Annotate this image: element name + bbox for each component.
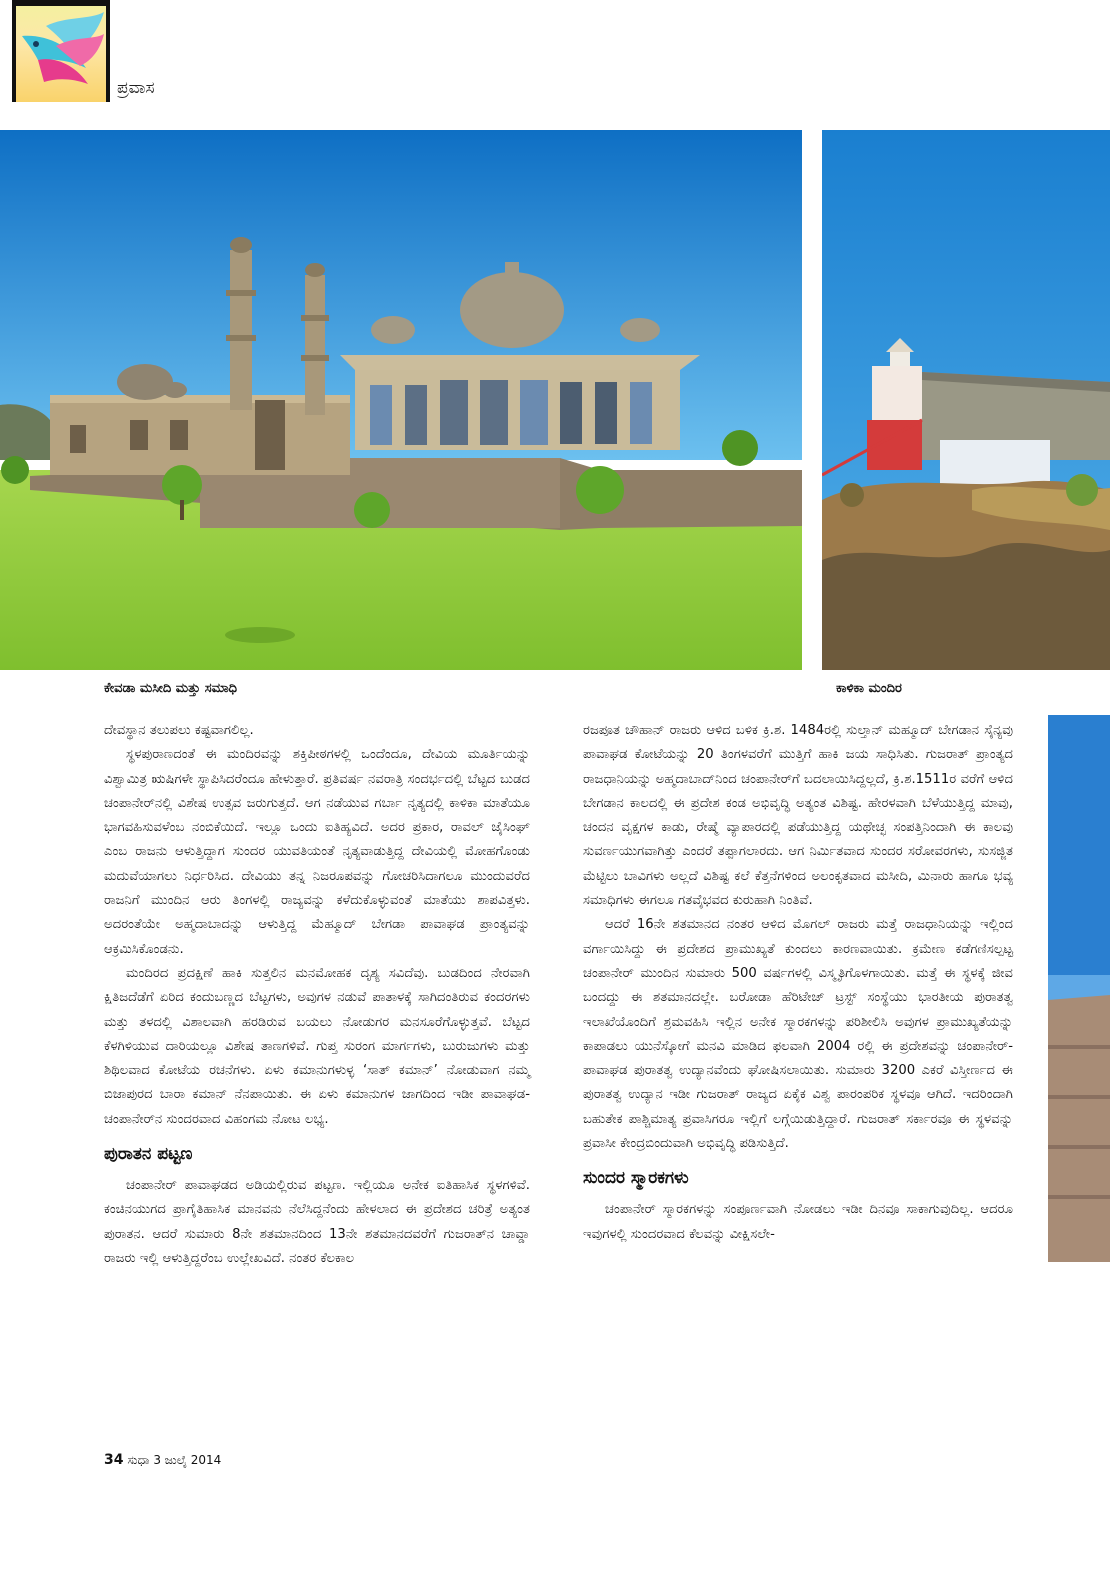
kalika-temple-photo xyxy=(822,130,1110,670)
article-column-right xyxy=(583,719,1013,1247)
article-paragraph: ದೇವಸ್ಥಾನ ತಲುಪಲು ಕಷ್ಟವಾಗಲಿಲ್ಲ. xyxy=(104,723,254,738)
article-paragraph: ಆದರೆ 16ನೇ ಶತಮಾನದ ನಂತರ ಆಳಿದ ಮೊಗಲ್ ರಾಜರು ಮತ್ತೆ ರಾಜಧಾನಿಯನ್ನು ಇಲ್ಲಿಂದ ವರ್ಗಾಯಿಸಿದ್ದು ಈ ಪ್ರದೇಶದ ಪ್ರಾಮುಖ್ಯತೆ ಕುಂದಲು ಕಾರಣವಾಯಿತು. ಕ್ರಮೇಣ ಕಡೆಗಣಿಸಲ್ಪಟ್ಟ ಚಂಪಾನೇರ್ ಮುಂದಿನ ಸುಮಾರು 500 ವರ್ಷಗಳಲ್ಲಿ ವಿಸ್ಮೃತಿಗೊಳಗಾಯಿತು. ಮತ್ತೆ ಈ ಸ್ಥಳಕ್ಕೆ ಜೀವ ಬಂದದ್ದು ಈ ಶತಮಾನದಲ್ಲೇ. ಬರೋಡಾ ಹೆರಿಟೇಜ್ ಟ್ರಸ್ಟ್ ಸಂಸ್ಥೆಯು ಭಾರತೀಯ ಪುರಾತತ್ವ ಇಲಾಖೆಯೊಂದಿಗೆ ಶ್ರಮವಹಿಸಿ ಇಲ್ಲಿನ ಅನೇಕ ಸ್ಮಾರಕಗಳನ್ನು ಪರಿಶೀಲಿಸಿ ಅವುಗಳ ಪ್ರಾಮುಖ್ಯತೆಯನ್ನು ಕಾಪಾಡಲು ಯುನೆಸ್ಕೋಗೆ ಮನವಿ ಮಾಡಿದ ಫಲವಾಗಿ 2004 ರಲ್ಲಿ ಈ ಪ್ರದೇಶವನ್ನು ಚಂಪಾನೇರ್- ಪಾವಾಘಡ ಪುರಾತತ್ವ ಉದ್ಯಾನವೆಂದು ಘೋಷಿಸಲಾಯಿತು. ಸುಮಾರು 3200 ಎಕರೆ ವಿಸ್ತೀರ್ಣದ ಈ ಪುರಾತತ್ವ ಉದ್ಯಾನ ಇಡೀ ಗುಜರಾತ್ ರಾಜ್ಯದ ಏಕೈಕ ವಿಶ್ವ ಪಾರಂಪರಿಕ ಸ್ಥಳವೂ ಆಗಿದೆ. ಇದರಿಂದಾಗಿ ಬಹುತೇಕ ಪಾಶ್ಚಿಮಾತ್ಯ ಪ್ರವಾಸಿಗರೂ ಇಲ್ಲಿಗೆ ಲಗ್ಗೆಯಿಡುತ್ತಿದ್ದಾರೆ. ಗುಜರಾತ್ ಸರ್ಕಾರವೂ ಈ ಸ್ಥಳವನ್ನು ಪ್ರವಾಸೀ ಕೇಂದ್ರಬಿಂದುವಾಗಿ ಅಭಿವೃದ್ಧಿ ಪಡಿಸುತ್ತಿದೆ. xyxy=(583,917,1013,1152)
issue-date: 3 ಜುಲೈ 2014 xyxy=(153,1453,222,1467)
main-photo-caption: ಕೇವಡಾ ಮಸೀದಿ ಮತ್ತು ಸಮಾಧಿ xyxy=(104,681,238,696)
article-paragraph: ಚಂಪಾನೇರ್ ಸ್ಮಾರಕಗಳನ್ನು ಸಂಪೂರ್ಣವಾಗಿ ನೋಡಲು ಇಡೀ ದಿನವೂ ಸಾಕಾಗುವುದಿಲ್ಲ. ಆದರೂ ಇವುಗಳಲ್ಲಿ ಸುಂದರವಾದ ಕೆಲವನ್ನು ವೀಕ್ಷಿಸಲೇ- xyxy=(583,1202,1013,1242)
article-paragraph: ರಜಪೂತ ಚೌಹಾನ್ ರಾಜರು ಆಳಿದ ಬಳಿಕ ಕ್ರಿ.ಶ. 1484ರಲ್ಲಿ ಸುಲ್ತಾನ್ ಮಹ್ಮೂದ್ ಬೇಗಡಾನ ಸೈನ್ಯವು ಪಾವಾಘಡ ಕೋಟೆಯನ್ನು 20 ತಿಂಗಳವರೆಗೆ ಮುತ್ತಿಗೆ ಹಾಕಿ ಜಯ ಸಾಧಿಸಿತು. ಗುಜರಾತ್ ಪ್ರಾಂತ್ಯದ ರಾಜಧಾನಿಯನ್ನು ಅಹ್ಮದಾಬಾದ್‌ನಿಂದ ಚಂಪಾನೇರ್‌ಗೆ ಬದಲಾಯಿಸಿದ್ದಲ್ಲದೆ, ಕ್ರಿ.ಶ.1511ರ ವರೆಗೆ ಆಳಿದ ಬೇಗಡಾನ ಕಾಲದಲ್ಲಿ ಈ ಪ್ರದೇಶ ಕಂಡ ಅಭಿವೃದ್ಧಿ ಅತ್ಯಂತ ವಿಶಿಷ್ಟ. ಹೇರಳವಾಗಿ ಬೆಳೆಯುತ್ತಿದ್ದ ಮಾವು, ಚಂದನ ವೃಕ್ಷಗಳ ಕಾಡು, ರೇಷ್ಮೆ ವ್ಯಾಪಾರದಲ್ಲಿ ಪಡೆಯುತ್ತಿದ್ದ ಯಥೇಚ್ಛ ಸಂಪತ್ತಿನಿಂದಾಗಿ ಈ ಕಾಲವು ಸುವರ್ಣಯುಗವಾಗಿತ್ತು ಎಂದರೆ ತಪ್ಪಾಗಲಾರದು. ಆಗ ನಿರ್ಮಿತವಾದ ಸುಂದರ ಸರೋವರಗಳು, ಸುಸಜ್ಜಿತ ಮೆಟ್ಟಿಲು ಬಾವಿಗಳು ಅಲ್ಲದೆ ವಿಶಿಷ್ಟ ಕಲೆ ಕೆತ್ತನೆಗಳಿಂದ ಅಲಂಕೃತವಾದ ಮಸೀದಿ, ಮಿನಾರು ಹಾಗೂ ಭವ್ಯ ಸಮಾಧಿಗಳು ಈಗಲೂ ಗತವೈಭವದ ಕುರುಹಾಗಿ ನಿಂತಿವೆ. xyxy=(583,723,1013,909)
page-footer xyxy=(104,1452,221,1468)
bird-logo-icon xyxy=(16,6,106,102)
section-heading: ಸುಂದರ ಸ್ಮಾರಕಗಳು xyxy=(583,1168,689,1189)
page-number: 34 xyxy=(104,1452,124,1468)
section-heading: ಪುರಾತನ ಪಟ್ಟಣ xyxy=(104,1144,193,1165)
article-paragraph: ಮಂದಿರದ ಪ್ರದಕ್ಷಿಣೆ ಹಾಕಿ ಸುತ್ತಲಿನ ಮನಮೋಹಕ ದೃಶ್ಯ ಸವಿದೆವು. ಬುಡದಿಂದ ನೇರವಾಗಿ ಕ್ಷಿತಿಜದೆಡೆಗೆ ಏರಿದ ಕಂದುಬಣ್ಣದ ಬೆಟ್ಟಗಳು, ಅವುಗಳ ನಡುವೆ ಪಾತಾಳಕ್ಕೆ ಸಾಗಿದಂತಿರುವ ಕಂದರಗಳು ಮತ್ತು ತಳದಲ್ಲಿ ವಿಶಾಲವಾಗಿ ಹರಡಿರುವ ಬಯಲು ನೋಡುಗರ ಮನಸೂರೆಗೊಳ್ಳುತ್ತವೆ. ಬೆಟ್ಟದ ಕೆಳಗಿಳಿಯುವ ದಾರಿಯಲ್ಲೂ ವಿಶೇಷ ತಾಣಗಳಿವೆ. ಗುಪ್ತ ಸುರಂಗ ಮಾರ್ಗಗಳು, ಬುರುಜುಗಳು ಮತ್ತು ಶಿಥಿಲವಾದ ಕೋಟೆಯ ರಚನೆಗಳು. ಏಳು ಕಮಾನುಗಳುಳ್ಳ ‘ಸಾತ್ ಕಮಾನ್’ ನೋಡುವಾಗ ನಮ್ಮ ಬಿಜಾಪುರದ ಬಾರಾ ಕಮಾನ್ ನೆನಪಾಯಿತು. ಈ ಏಳು ಕಮಾನುಗಳ ಜಾಗದಿಂದ ಇಡೀ ಪಾವಾಘಡ-ಚಂಪಾನೇರ್‌ನ ಸುಂದರವಾದ ವಿಹಂಗಮ ನೋಟ ಲಭ್ಯ. xyxy=(104,965,530,1127)
article-paragraph: ಚಂಪಾನೇರ್ ಪಾವಾಘಡದ ಅಡಿಯಲ್ಲಿರುವ ಪಟ್ಟಣ. ಇಲ್ಲಿಯೂ ಅನೇಕ ಐತಿಹಾಸಿಕ ಸ್ಥಳಗಳಿವೆ. ಕಂಚಿನಯುಗದ ಪ್ರಾಗೈತಿಹಾಸಿಕ ಮಾನವನು ನೆಲೆಸಿದ್ದನೆಂದು ಹೇಳಲಾದ ಈ ಪ್ರದೇಶದ ಚರಿತ್ರೆ ಅತ್ಯಂತ ಪುರಾತನ. ಆದರೆ ಸುಮಾರು 8ನೇ ಶತಮಾನದಿಂದ 13ನೇ ಶತಮಾನದವರೆಗೆ ಗುಜರಾತ್‌ನ ಚಾವ್ಡಾ ರಾಜರು ಇಲ್ಲಿ ಆಳುತ್ತಿದ್ದರೆಂಬ ಉಲ್ಲೇಖವಿದೆ. ನಂತರ ಕೆಲಕಾಲ xyxy=(104,1178,530,1266)
magazine-logo xyxy=(12,0,110,102)
section-tag: ಪ್ರವಾಸ xyxy=(117,78,155,98)
article-paragraph: ಸ್ಥಳಪುರಾಣದಂತೆ ಈ ಮಂದಿರವನ್ನು ಶಕ್ತಿಪೀಠಗಳಲ್ಲಿ ಒಂದೆಂದೂ, ದೇವಿಯ ಮೂರ್ತಿಯನ್ನು ವಿಶ್ವಾಮಿತ್ರ ಋಷಿಗಳೇ ಸ್ಥಾಪಿಸಿದರೆಂದೂ ಹೇಳುತ್ತಾರೆ. ಪ್ರತಿವರ್ಷ ನವರಾತ್ರಿ ಸಂದರ್ಭದಲ್ಲಿ ಬೆಟ್ಟದ ಬುಡದ ಚಂಪಾನೇರ್‌ನಲ್ಲಿ ವಿಶೇಷ ಉತ್ಸವ ಜರುಗುತ್ತದೆ. ಆಗ ನಡೆಯುವ ಗರ್ಬಾ ನೃತ್ಯದಲ್ಲಿ ಕಾಳಿಕಾ ಮಾತೆಯೂ ಭಾಗವಹಿಸುವಳೆಂಬ ನಂಬಿಕೆಯಿದೆ. ಇಲ್ಲೂ ಒಂದು ಐತಿಹ್ಯವಿದೆ. ಅದರ ಪ್ರಕಾರ, ರಾವಲ್ ಜೈಸಿಂಘ್ ಎಂಬ ರಾಜನು ಆಳುತ್ತಿದ್ದಾಗ ಸುಂದರ ಯುವತಿಯಂತೆ ನೃತ್ಯವಾಡುತ್ತಿದ್ದ ದೇವಿಯಲ್ಲಿ ಮೋಹಗೊಂಡು ಮದುವೆಯಾಗಲು ನಿರ್ಧರಿಸಿದ. ದೇವಿಯು ತನ್ನ ನಿಜರೂಪವನ್ನು ಗೋಚರಿಸಿದಾಗಲೂ ಮುಂದುವರೆದ ರಾಜನಿಗೆ ಮುಂದಿನ ಆರು ತಿಂಗಳಲ್ಲಿ ರಾಜ್ಯವನ್ನು ಕಳೆದುಕೊಳ್ಳುವಂತೆ ಮಾತೆಯು ಶಾಪವಿತ್ತಳು. ಅದರಂತೆಯೇ ಅಹ್ಮದಾಬಾದನ್ನು ಆಳುತ್ತಿದ್ದ ಮೆಹ್ಮೂದ್ ಬೇಗಡಾ ಪಾವಾಘಡ ಪ್ರಾಂತ್ಯವನ್ನು ಆಕ್ರಮಿಸಿಕೊಂಡನು. xyxy=(104,747,531,957)
side-photo-caption: ಕಾಳಿಕಾ ಮಂದಿರ xyxy=(836,681,902,696)
kevada-mosque-photo xyxy=(0,130,802,670)
article-column-left xyxy=(104,719,530,1271)
fort-wall-strip-photo xyxy=(1048,715,1110,1262)
magazine-name: ಸುಧಾ xyxy=(127,1453,150,1467)
